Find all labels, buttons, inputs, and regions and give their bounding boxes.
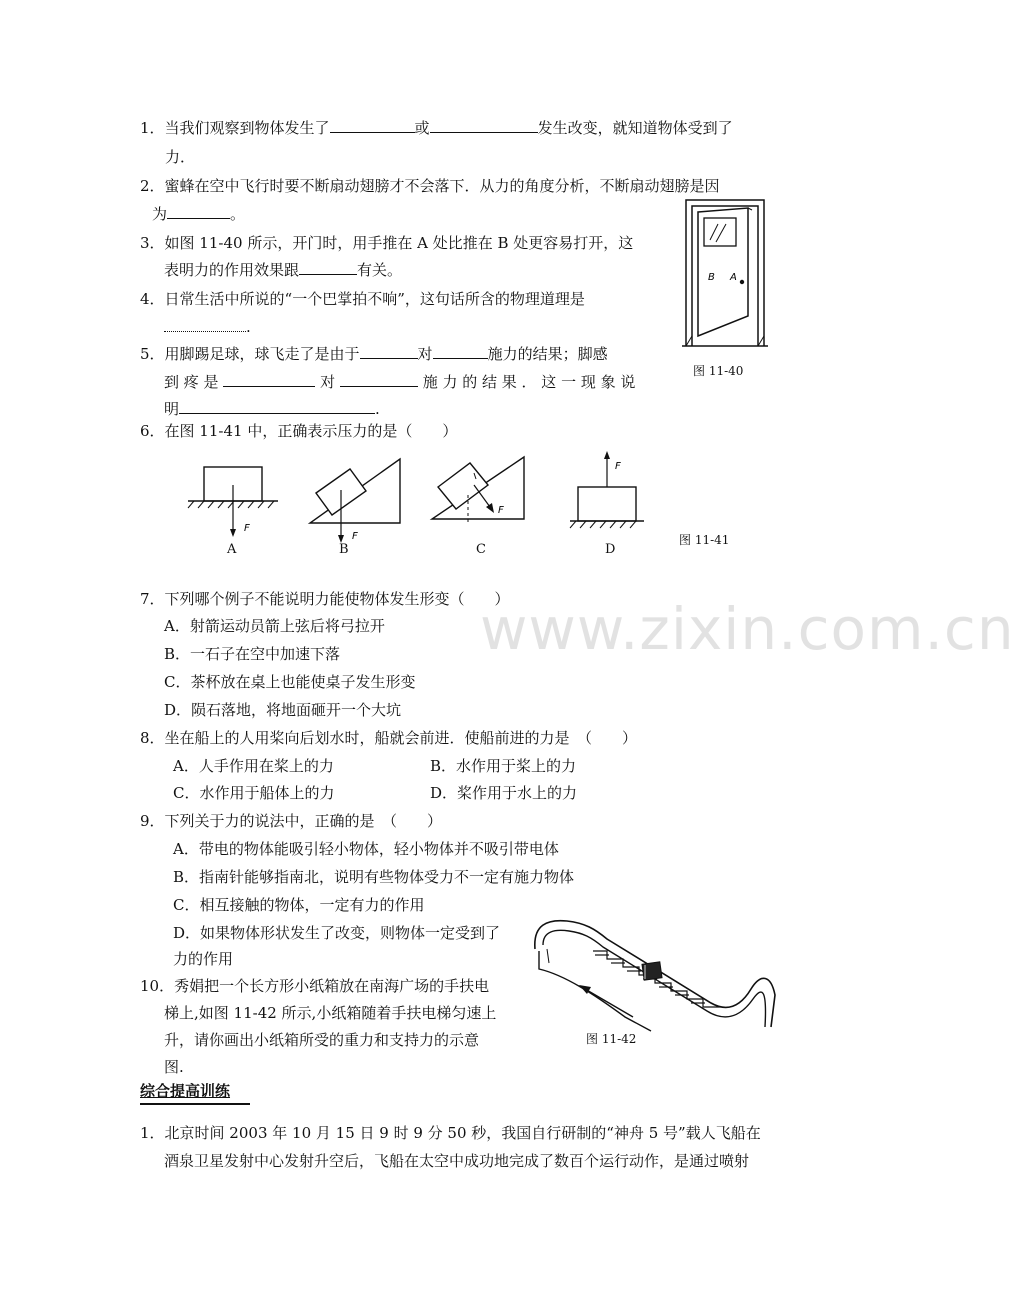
q7-text: 7．下列哪个例子不能说明力能使物体发生形变（ ） xyxy=(140,590,510,608)
watermark: www.zixin.com.cn xyxy=(480,595,1015,663)
q9-option-d-cont: 力的作用 xyxy=(173,950,234,968)
q2-text-b: 为 xyxy=(152,205,168,223)
question-5-line-1 xyxy=(140,343,608,365)
figure-11-41-letter-c: C xyxy=(476,542,486,557)
q1-blank-2[interactable] xyxy=(430,117,538,133)
figure-11-42-caption: 图 11-42 xyxy=(586,1032,637,1046)
diagram-d xyxy=(570,451,644,528)
q5-text-e: 对 xyxy=(320,373,336,391)
q9-option-a[interactable]: A．带电的物体能吸引轻小物体，轻小物体并不吸引带电体 xyxy=(173,840,559,858)
q7-option-a[interactable]: A．射箭运动员箭上弦后将弓拉开 xyxy=(164,617,385,635)
q1-text-c: 发生改变，就知道物体受到了 xyxy=(537,119,733,137)
q6-text: 6．在图 11-41 中，正确表示压力的是（ ） xyxy=(140,422,458,440)
q3-text-c: 有关。 xyxy=(357,261,403,279)
diagram-c-force-label: F xyxy=(498,505,504,516)
question-5-line-3 xyxy=(164,398,380,420)
q8-option-a[interactable]: A．人手作用在桨上的力 xyxy=(173,757,334,775)
q4-text-b: . xyxy=(246,318,251,336)
q3-text-b: 表明力的作用效果跟 xyxy=(164,261,300,279)
diagram-c xyxy=(432,457,524,525)
q7-option-b[interactable]: B．一石子在空中加速下落 xyxy=(164,645,341,663)
q5-text-d: 到 疼 是 xyxy=(164,373,219,391)
diagram-b xyxy=(310,459,400,543)
diagram-a-force-label: F xyxy=(244,523,250,534)
question-2-line-2 xyxy=(152,203,245,225)
q1-text-d: 力． xyxy=(165,148,196,166)
q8-option-b[interactable]: B．水作用于桨上的力 xyxy=(430,757,577,775)
q2-blank[interactable] xyxy=(167,203,230,219)
q10-line-4: 图. xyxy=(164,1058,184,1076)
q5-text-f: 施 力 的 结 果 ． 这 一 现 象 说 xyxy=(422,373,636,391)
q9-option-d[interactable]: D．如果物体形状发生了改变，则物体一定受到了 xyxy=(173,924,501,942)
q7-option-c[interactable]: C．茶杯放在桌上也能使桌子发生形变 xyxy=(164,673,416,691)
q8-text: 8．坐在船上的人用桨向后划水时，船就会前进．使船前进的力是 （ ） xyxy=(140,729,638,747)
q9-text: 9．下列关于力的说法中，正确的是 （ ） xyxy=(140,812,443,830)
diagram-b-force-label: F xyxy=(352,531,358,542)
q4-text-a: 4．日常生活中所说的“一个巴掌拍不响”，这句话所含的物理道理是 xyxy=(140,290,585,308)
q5-text-g: 明 xyxy=(164,400,180,418)
q7-option-d[interactable]: D．陨石落地，将地面砸开一个大坑 xyxy=(164,701,402,719)
q5-text-a: 5．用脚踢足球，球飞走了是由于 xyxy=(140,345,360,363)
q5-text-h: . xyxy=(375,400,380,418)
q10-line-3: 升，请你画出小纸箱所受的重力和支持力的示意 xyxy=(164,1031,480,1049)
q8-option-d[interactable]: D．桨作用于水上的力 xyxy=(430,784,578,802)
q5-blank-3[interactable] xyxy=(223,371,315,387)
diagram-a xyxy=(188,467,278,537)
p1-line-1: 1．北京时间 2003 年 10 月 15 日 9 时 9 分 50 秒，我国自行研制的“神舟 5 号”载人飞船在 xyxy=(140,1124,761,1142)
figure-11-41-letter-b: B xyxy=(339,542,349,557)
q9-option-b[interactable]: B．指南针能够指南北，说明有些物体受力不一定有施力物体 xyxy=(173,868,575,886)
q1-blank-1[interactable] xyxy=(330,117,415,133)
figure-11-40-door xyxy=(680,196,770,356)
q5-text-b: 对 xyxy=(417,345,433,363)
figure-11-41 xyxy=(188,445,668,563)
q1-text-a: 1．当我们观察到物体发生了 xyxy=(140,119,330,137)
figure-11-40-caption: 图 11-40 xyxy=(693,364,744,378)
figure-11-41-letter-d: D xyxy=(605,542,616,557)
door-label-a: A xyxy=(730,272,737,283)
q10-line-2: 梯上,如图 11-42 所示,小纸箱随着手扶电梯匀速上 xyxy=(164,1004,497,1022)
q2-text-a: 2．蜜蜂在空中飞行时要不断扇动翅膀才不会落下．从力的角度分析，不断扇动翅膀是因 xyxy=(140,177,720,195)
q3-text-a: 3．如图 11-40 所示，开门时，用手推在 A 处比推在 B 处更容易打开，这 xyxy=(140,234,634,252)
door-label-b: B xyxy=(708,272,715,283)
figure-11-41-letter-a: A xyxy=(227,542,237,557)
q1-text-b: 或 xyxy=(414,119,430,137)
q8-option-c[interactable]: C．水作用于船体上的力 xyxy=(173,784,335,802)
question-3-line-2 xyxy=(164,259,402,281)
question-4-line-2 xyxy=(164,316,251,338)
q10-line-1: 10．秀娟把一个长方形小纸箱放在南海广场的手扶电 xyxy=(140,977,490,995)
q5-blank-5[interactable] xyxy=(179,398,375,414)
figure-11-41-caption: 图 11-41 xyxy=(679,533,730,547)
q5-blank-1[interactable] xyxy=(360,343,418,359)
q5-blank-4[interactable] xyxy=(340,371,418,387)
question-5-line-2 xyxy=(164,371,635,393)
q4-blank[interactable] xyxy=(164,316,246,332)
q3-blank[interactable] xyxy=(299,259,357,275)
q9-option-c[interactable]: C．相互接触的物体，一定有力的作用 xyxy=(173,896,425,914)
q2-text-c: 。 xyxy=(230,205,246,223)
question-1-line-1 xyxy=(140,117,733,139)
p1-line-2: 酒泉卫星发射中心发射升空后，飞船在太空中成功地完成了数百个运行动作，是通过喷射 xyxy=(164,1152,750,1170)
section-title-rule xyxy=(140,1103,250,1105)
q5-text-c: 施力的结果；脚感 xyxy=(487,345,608,363)
diagram-d-force-label: F xyxy=(615,461,621,472)
section-title: 综合提高训练 xyxy=(140,1082,231,1100)
figure-11-42-escalator xyxy=(525,905,780,1035)
q5-blank-2[interactable] xyxy=(433,343,488,359)
